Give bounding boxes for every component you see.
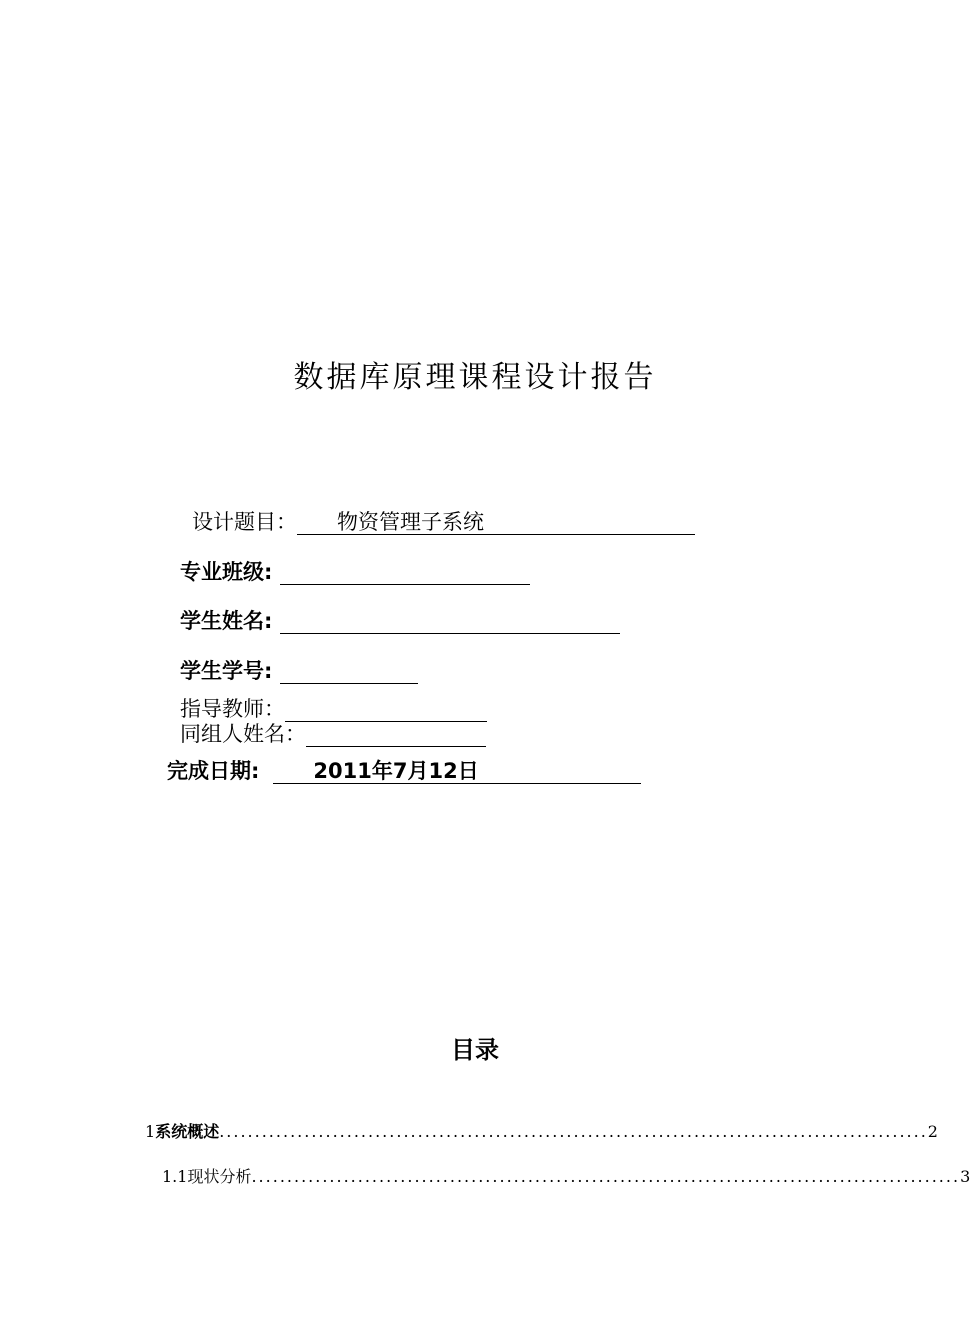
toc-entry-text: 现状分析	[187, 1167, 252, 1186]
field-group-members-value	[306, 722, 486, 747]
field-student-name-value	[280, 609, 620, 634]
field-date	[167, 759, 641, 784]
toc-entry-text: 系统概述	[155, 1122, 220, 1141]
field-topic	[192, 510, 695, 535]
field-topic-label: 设计题目：	[192, 510, 297, 534]
field-group-members	[180, 722, 486, 747]
toc-entry[interactable]	[162, 1167, 970, 1187]
field-date-text: 2011年7月12日	[313, 759, 479, 783]
field-student-name-label: 学生姓名:	[180, 609, 273, 633]
field-advisor	[180, 697, 487, 722]
field-topic-text: 物资管理子系统	[337, 510, 484, 534]
toc-title: 目录	[451, 1036, 499, 1064]
field-major-class-value	[280, 560, 530, 585]
toc-entry[interactable]	[145, 1122, 938, 1142]
toc-leader-dots: ....................................................................................................	[251, 1167, 961, 1186]
toc-leader-dots: ....................................................................................................	[219, 1122, 928, 1141]
field-student-id-label: 学生学号:	[180, 659, 273, 683]
toc-entry-page: 3	[960, 1167, 970, 1186]
field-group-members-label: 同组人姓名：	[180, 722, 306, 746]
field-major-class	[180, 560, 530, 585]
field-student-id-value	[280, 659, 418, 684]
toc-entry-number: 1	[145, 1122, 156, 1141]
field-date-label: 完成日期:	[167, 759, 260, 783]
report-title: 数据库原理课程设计报告	[293, 360, 657, 395]
field-advisor-label: 指导教师：	[180, 697, 285, 721]
toc-entry-page: 2	[927, 1122, 938, 1141]
field-topic-value	[297, 510, 695, 535]
field-major-class-label: 专业班级:	[180, 560, 273, 584]
field-date-value	[273, 759, 641, 784]
field-advisor-value	[285, 697, 487, 722]
toc-entry-number: 1.1	[162, 1167, 188, 1186]
field-student-id	[180, 659, 418, 684]
field-student-name	[180, 609, 620, 634]
